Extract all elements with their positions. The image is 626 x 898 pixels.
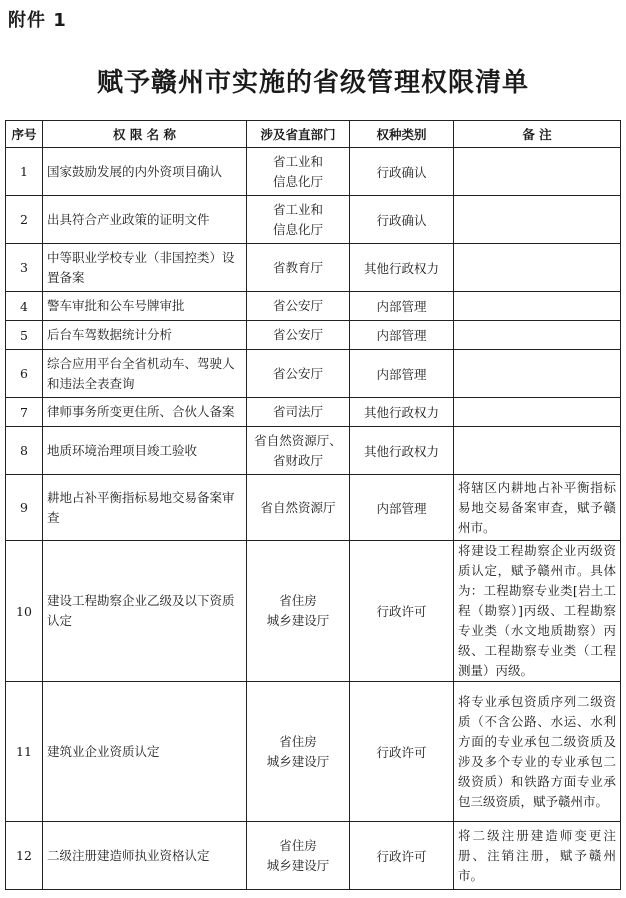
row-permission-name: 耕地占补平衡指标易地交易备案审查 (43, 475, 247, 541)
department-line: 省住房 (279, 837, 317, 853)
row-seq: 5 (6, 321, 43, 350)
row-seq: 8 (6, 427, 43, 475)
row-permission-name: 建设工程勘察企业乙级及以下资质认定 (43, 541, 247, 682)
document-title: 赋予赣州市实施的省级管理权限清单 (96, 68, 529, 98)
column-header-name: 权 限 名 称 (43, 121, 247, 148)
row-seq: 11 (6, 682, 43, 822)
department-line: 城乡建设厅 (266, 857, 330, 873)
department-line: 省住房 (279, 733, 317, 749)
row-seq: 9 (6, 475, 43, 541)
row-department (247, 822, 350, 890)
row-seq: 3 (6, 244, 43, 292)
row-department (247, 427, 350, 475)
department-line: 省公安厅 (272, 327, 323, 342)
table-row (6, 292, 621, 321)
department-line: 省工业和 (272, 153, 323, 169)
row-seq: 10 (6, 541, 43, 682)
department-line: 省住房 (279, 593, 317, 608)
row-permission-name: 后台车驾数据统计分析 (43, 321, 247, 350)
row-permission-type: 行政确认 (350, 148, 454, 196)
department-line: 信息化厅 (272, 221, 323, 237)
column-header-seq: 序号 (6, 121, 43, 148)
row-permission-name: 国家鼓励发展的内外资项目确认 (43, 148, 247, 196)
table-row (6, 244, 621, 292)
row-permission-type: 内部管理 (350, 321, 454, 350)
table-row (6, 427, 621, 475)
row-permission-name: 律师事务所变更住所、合伙人备案 (43, 398, 247, 427)
table-row (6, 398, 621, 427)
department-line: 城乡建设厅 (266, 613, 330, 628)
department-line: 省公安厅 (272, 365, 323, 381)
row-department (247, 148, 350, 196)
table-row (6, 350, 621, 398)
row-permission-type: 内部管理 (350, 475, 454, 541)
row-note: 将专业承包资质序列二级资质（不含公路、水运、水利方面的专业承包二级资质及涉及多个专业的专业承包二级资质）和铁路方面专业承包三级资质，赋予赣州市。 (454, 682, 621, 822)
row-permission-name: 中等职业学校专业（非国控类）设置备案 (43, 244, 247, 292)
row-permission-type: 内部管理 (350, 292, 454, 321)
row-permission-type: 行政许可 (350, 682, 454, 822)
row-permission-type: 行政确认 (350, 196, 454, 244)
row-note (454, 321, 621, 350)
row-permission-name: 出具符合产业政策的证明文件 (43, 196, 247, 244)
row-note (454, 244, 621, 292)
row-department (247, 350, 350, 398)
row-note: 将二级注册建造师变更注册、注销注册，赋予赣州市。 (454, 822, 621, 890)
row-department (247, 682, 350, 822)
table-header-row (6, 121, 621, 148)
row-seq: 7 (6, 398, 43, 427)
row-permission-type: 其他行政权力 (350, 398, 454, 427)
row-department (247, 292, 350, 321)
column-header-type: 权种类别 (350, 121, 454, 148)
row-permission-type: 其他行政权力 (350, 427, 454, 475)
table-row (6, 321, 621, 350)
row-seq: 6 (6, 350, 43, 398)
row-note (454, 292, 621, 321)
row-permission-name: 地质环境治理项目竣工验收 (43, 427, 247, 475)
row-permission-type: 行政许可 (350, 541, 454, 682)
column-header-dept: 涉及省直部门 (247, 121, 350, 148)
table-row (6, 148, 621, 196)
department-line: 省司法厅 (272, 404, 323, 419)
row-department (247, 244, 350, 292)
table-row (6, 682, 621, 822)
column-header-note: 备 注 (454, 121, 621, 148)
row-permission-type: 其他行政权力 (350, 244, 454, 292)
department-line: 省教育厅 (272, 259, 323, 275)
row-permission-name: 建筑业企业资质认定 (43, 682, 247, 822)
row-note (454, 398, 621, 427)
row-permission-type: 行政许可 (350, 822, 454, 890)
table-row (6, 475, 621, 541)
row-seq: 1 (6, 148, 43, 196)
department-line: 省工业和 (272, 201, 323, 217)
row-department (247, 196, 350, 244)
row-permission-name: 综合应用平台全省机动车、驾驶人和违法全表查询 (43, 350, 247, 398)
table-row (6, 541, 621, 682)
table-row (6, 822, 621, 890)
row-note: 将建设工程勘察企业丙级资质认定，赋予赣州市。具体为：工程勘察专业类[岩土工程（勘察）]丙级、工程勘察专业类（水文地质勘察）丙级、工程勘察专业类（工程测量）丙级。 (454, 541, 621, 682)
row-note: 将辖区内耕地占补平衡指标易地交易备案审查，赋予赣州市。 (454, 475, 621, 541)
department-line: 城乡建设厅 (266, 753, 330, 769)
row-seq: 2 (6, 196, 43, 244)
row-department (247, 541, 350, 682)
row-permission-name: 二级注册建造师执业资格认定 (43, 822, 247, 890)
permission-table (5, 120, 621, 890)
row-note (454, 148, 621, 196)
row-permission-name: 警车审批和公车号牌审批 (43, 292, 247, 321)
row-seq: 4 (6, 292, 43, 321)
row-department (247, 321, 350, 350)
row-seq: 12 (6, 822, 43, 890)
department-line: 省财政厅 (272, 452, 323, 468)
department-line: 省自然资源厅、 (254, 432, 342, 448)
row-note (454, 196, 621, 244)
row-note (454, 427, 621, 475)
row-department (247, 475, 350, 541)
attachment-label: 附件 1 (8, 10, 67, 31)
department-line: 信息化厅 (272, 173, 323, 189)
department-line: 省自然资源厅 (260, 499, 336, 515)
row-department (247, 398, 350, 427)
department-line: 省公安厅 (272, 298, 323, 313)
row-note (454, 350, 621, 398)
table-row (6, 196, 621, 244)
row-permission-type: 内部管理 (350, 350, 454, 398)
